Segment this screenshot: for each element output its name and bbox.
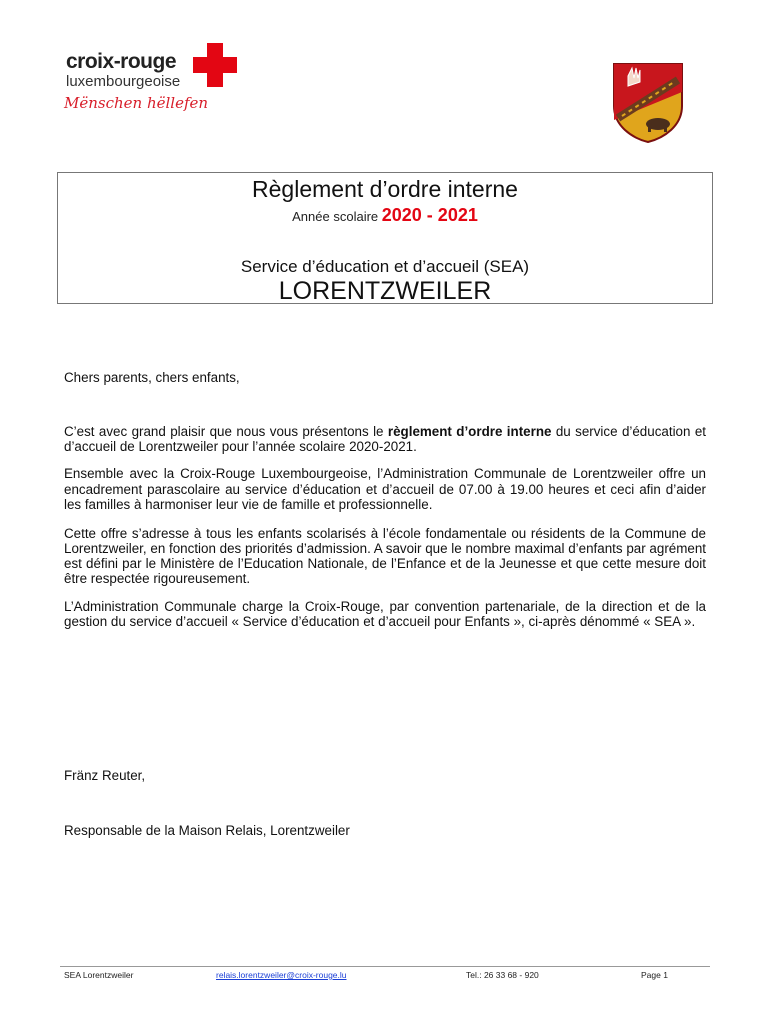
footer-email-link[interactable]: relais.lorentzweiler@croix-rouge.lu xyxy=(216,970,347,980)
document-title: Règlement d’ordre interne xyxy=(252,176,518,202)
croix-rouge-logo xyxy=(62,40,242,120)
greeting: Chers parents, chers enfants, xyxy=(64,370,240,385)
logo-sub-text: luxembourgeoise xyxy=(66,73,181,90)
service-name: Service d’éducation et d’accueil (SEA) xyxy=(240,257,530,276)
paragraph-convention: L’Administration Communale charge la Croix-Rouge, par convention partenariale, de la direction et de la gestion du service d’accueil « Service d’éducation et d’accueil pour Enfants », ci-après dénommé « SEA ». xyxy=(64,599,706,629)
title-box xyxy=(57,172,713,304)
coat-of-arms-icon xyxy=(612,62,684,144)
signature-name: Fränz Reuter, xyxy=(64,768,146,783)
footer-divider xyxy=(60,966,710,967)
school-year xyxy=(58,205,712,226)
school-year-value: 2020 - 2021 xyxy=(381,205,478,225)
logo-slogan: Mënschen hëllefen xyxy=(64,94,209,112)
footer-tel: Tel.: 26 33 68 - 920 xyxy=(466,970,539,980)
signature-role: Responsable de la Maison Relais, Lorentzweiler xyxy=(64,823,350,838)
intro-text-start: C’est avec grand plaisir que nous vous présentons le xyxy=(64,424,388,439)
school-year-label: Année scolaire xyxy=(292,209,379,224)
footer-left: SEA Lorentzweiler xyxy=(64,970,134,980)
paragraph-admission: Cette offre s’adresse à tous les enfants scolarisés à l’école fondamentale ou résidents de la Commune de Lorentzweiler, en fonction des priorités d’admission. A savoir que le nombre maximal d’enfants par agrément est défini par le Ministère de l’Education Nationale, de l’Enfance et de la Jeunesse et que cette mesure doit être respectée rigoureusement. xyxy=(64,526,706,586)
paragraph-offer: Ensemble avec la Croix-Rouge Luxembourgeoise, l’Administration Communale de Lorentzweiler offre un encadrement parascolaire au service d’éducation et d’accueil de 07.00 à 19.00 heures et ceci afin d’aider les familles à harmoniser leur vie de famille et professionnelle. xyxy=(64,466,706,512)
intro-bold-text: règlement d’ordre interne xyxy=(387,424,552,439)
logo-brand-text: croix-rouge xyxy=(66,50,177,73)
intro-paragraph xyxy=(64,424,706,454)
place-name: LORENTZWEILER xyxy=(278,277,492,305)
intro-text-end: du service d’éducation et d’accueil de Lorentzweiler pour l’année scolaire 2020-2021. xyxy=(64,424,706,454)
red-cross-icon xyxy=(193,43,237,87)
footer-page-number: Page 1 xyxy=(641,970,668,980)
